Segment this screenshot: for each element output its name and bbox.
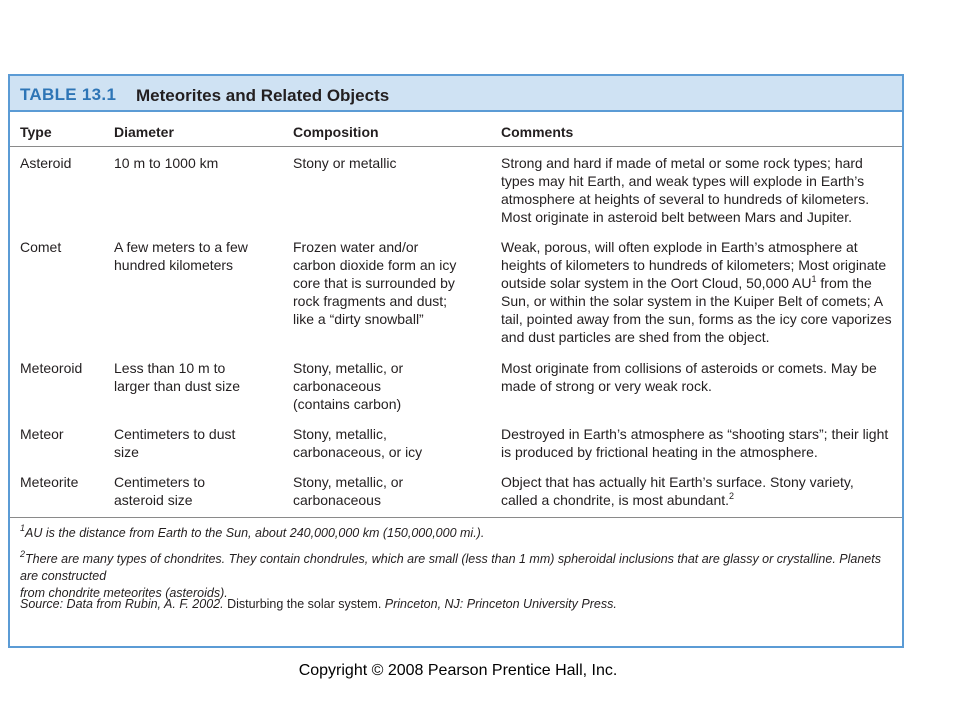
cell-composition-meteorite	[293, 473, 493, 509]
cell-comments-asteroid	[501, 154, 901, 226]
cell-diameter-meteorite	[114, 473, 284, 509]
text-line: made of strong or very weak rock.	[501, 378, 712, 394]
text-line: Weak, porous, will often explode in Earth’s atmosphere at	[501, 239, 858, 255]
table-panel	[8, 74, 904, 648]
text-line: is produced by frictional heating in the atmosphere.	[501, 444, 818, 460]
text-line: Sun, or within the solar system in the Kuiper Belt of comets; A	[501, 293, 884, 309]
text-line: tail, pointed away from the sun, forms as the icy core vaporizes	[501, 311, 892, 327]
text-line	[501, 491, 901, 509]
cell-diameter-meteoroid	[114, 359, 284, 395]
cell-type-comet: Comet	[20, 239, 62, 255]
text-line: atmosphere at heights of several to hundreds of kilometers.	[501, 191, 870, 207]
column-header-comments: Comments	[501, 124, 574, 140]
text-line: Centimeters to	[114, 474, 206, 490]
footnote-mark: 1	[20, 523, 26, 533]
cell-comments-comet	[501, 238, 901, 346]
table-number: TABLE 13.1	[20, 85, 117, 104]
text-run: called a chondrite, is most abundant.	[501, 492, 730, 508]
text-line: and dust particles are shed from the object.	[501, 329, 770, 345]
cell-comments-meteorite	[501, 473, 901, 509]
footnote-ref-2: 2	[729, 491, 735, 501]
footnote-text: AU is the distance from Earth to the Sun, about 240,000,000 km (150,000,000 mi.).	[25, 526, 485, 540]
text-line: Stony, metallic, or	[293, 360, 404, 376]
text-line: Destroyed in Earth’s atmosphere as “shooting stars”; their light	[501, 426, 889, 442]
text-line: larger than dust size	[114, 378, 241, 394]
text-line: Frozen water and/or	[293, 239, 419, 255]
text-line: rock fragments and dust;	[293, 293, 448, 309]
footnote-2	[20, 551, 900, 602]
cell-composition-comet	[293, 238, 493, 328]
cell-diameter-meteor	[114, 425, 284, 461]
text-line: asteroid size	[114, 492, 193, 508]
cell-diameter-comet	[114, 238, 284, 274]
text-line: Stony or metallic	[293, 155, 397, 171]
footnote-mark: 2	[20, 549, 26, 559]
cell-diameter-asteroid	[114, 154, 284, 172]
source-prefix: Source: Data from Rubin, A. F. 2002.	[20, 597, 224, 611]
text-line: size	[114, 444, 139, 460]
text-line: Less than 10 m to	[114, 360, 226, 376]
table-title: Meteorites and Related Objects	[136, 86, 390, 105]
text-line: carbonaceous	[293, 378, 381, 394]
text-line: carbonaceous, or icy	[293, 444, 423, 460]
text-line: 10 m to 1000 km	[114, 155, 219, 171]
text-line: Most originate in asteroid belt between Mars and Jupiter.	[501, 209, 852, 225]
text-line: core that is surrounded by	[293, 275, 455, 291]
text-line: (contains carbon)	[293, 396, 402, 412]
text-line	[20, 551, 900, 585]
text-line: carbon dioxide form an icy	[293, 257, 457, 273]
header-divider	[10, 146, 902, 147]
text-line: Object that has actually hit Earth’s surface. Stony variety,	[501, 474, 854, 490]
cell-type-meteoroid: Meteoroid	[20, 360, 83, 376]
text-line: carbonaceous	[293, 492, 381, 508]
footnote-ref-1: 1	[811, 274, 817, 284]
footnote-divider	[10, 517, 902, 518]
copyright-notice: Copyright © 2008 Pearson Prentice Hall, Inc.	[298, 662, 618, 679]
source-title: Disturbing the solar system.	[227, 597, 382, 611]
text-line	[501, 274, 901, 292]
text-run: from the	[816, 275, 872, 291]
column-header-type: Type	[20, 124, 52, 140]
text-line: A few meters to a few	[114, 239, 248, 255]
text-line: heights of kilometers to hundreds of kilometers; Most originate	[501, 257, 887, 273]
cell-comments-meteor	[501, 425, 901, 461]
cell-type-meteorite: Meteorite	[20, 474, 79, 490]
text-line: Stony, metallic, or	[293, 474, 404, 490]
column-header-composition: Composition	[293, 124, 379, 140]
column-header-diameter: Diameter	[114, 124, 174, 140]
cell-type-asteroid: Asteroid	[20, 155, 72, 171]
footnote-text: There are many types of chondrites. They contain chondrules, which are small (less than 1 mm) spheroidal inclusions that are glassy or crystalline. Planets are constructed	[20, 552, 881, 583]
cell-comments-meteoroid	[501, 359, 901, 395]
text-line: Stony, metallic,	[293, 426, 387, 442]
cell-composition-asteroid	[293, 154, 493, 172]
cell-composition-meteoroid	[293, 359, 493, 413]
text-line: from chondrite meteorites (asteroids).	[20, 586, 228, 600]
text-line: Most originate from collisions of asteroids or comets. May be	[501, 360, 877, 376]
text-line: types may hit Earth, and weak types will explode in Earth’s	[501, 173, 865, 189]
text-line: hundred kilometers	[114, 257, 234, 273]
cell-type-meteor: Meteor	[20, 426, 64, 442]
text-run: outside solar system in the Oort Cloud, 50,000 AU	[501, 275, 812, 291]
text-line: like a “dirty snowball”	[293, 311, 424, 327]
source-note	[20, 596, 900, 613]
text-line: Centimeters to dust	[114, 426, 236, 442]
table-title-bar	[10, 76, 902, 112]
cell-composition-meteor	[293, 425, 493, 461]
text-line: Strong and hard if made of metal or some rock types; hard	[501, 155, 863, 171]
footnote-1	[20, 525, 900, 542]
source-suffix: Princeton, NJ: Princeton University Press.	[384, 597, 617, 611]
